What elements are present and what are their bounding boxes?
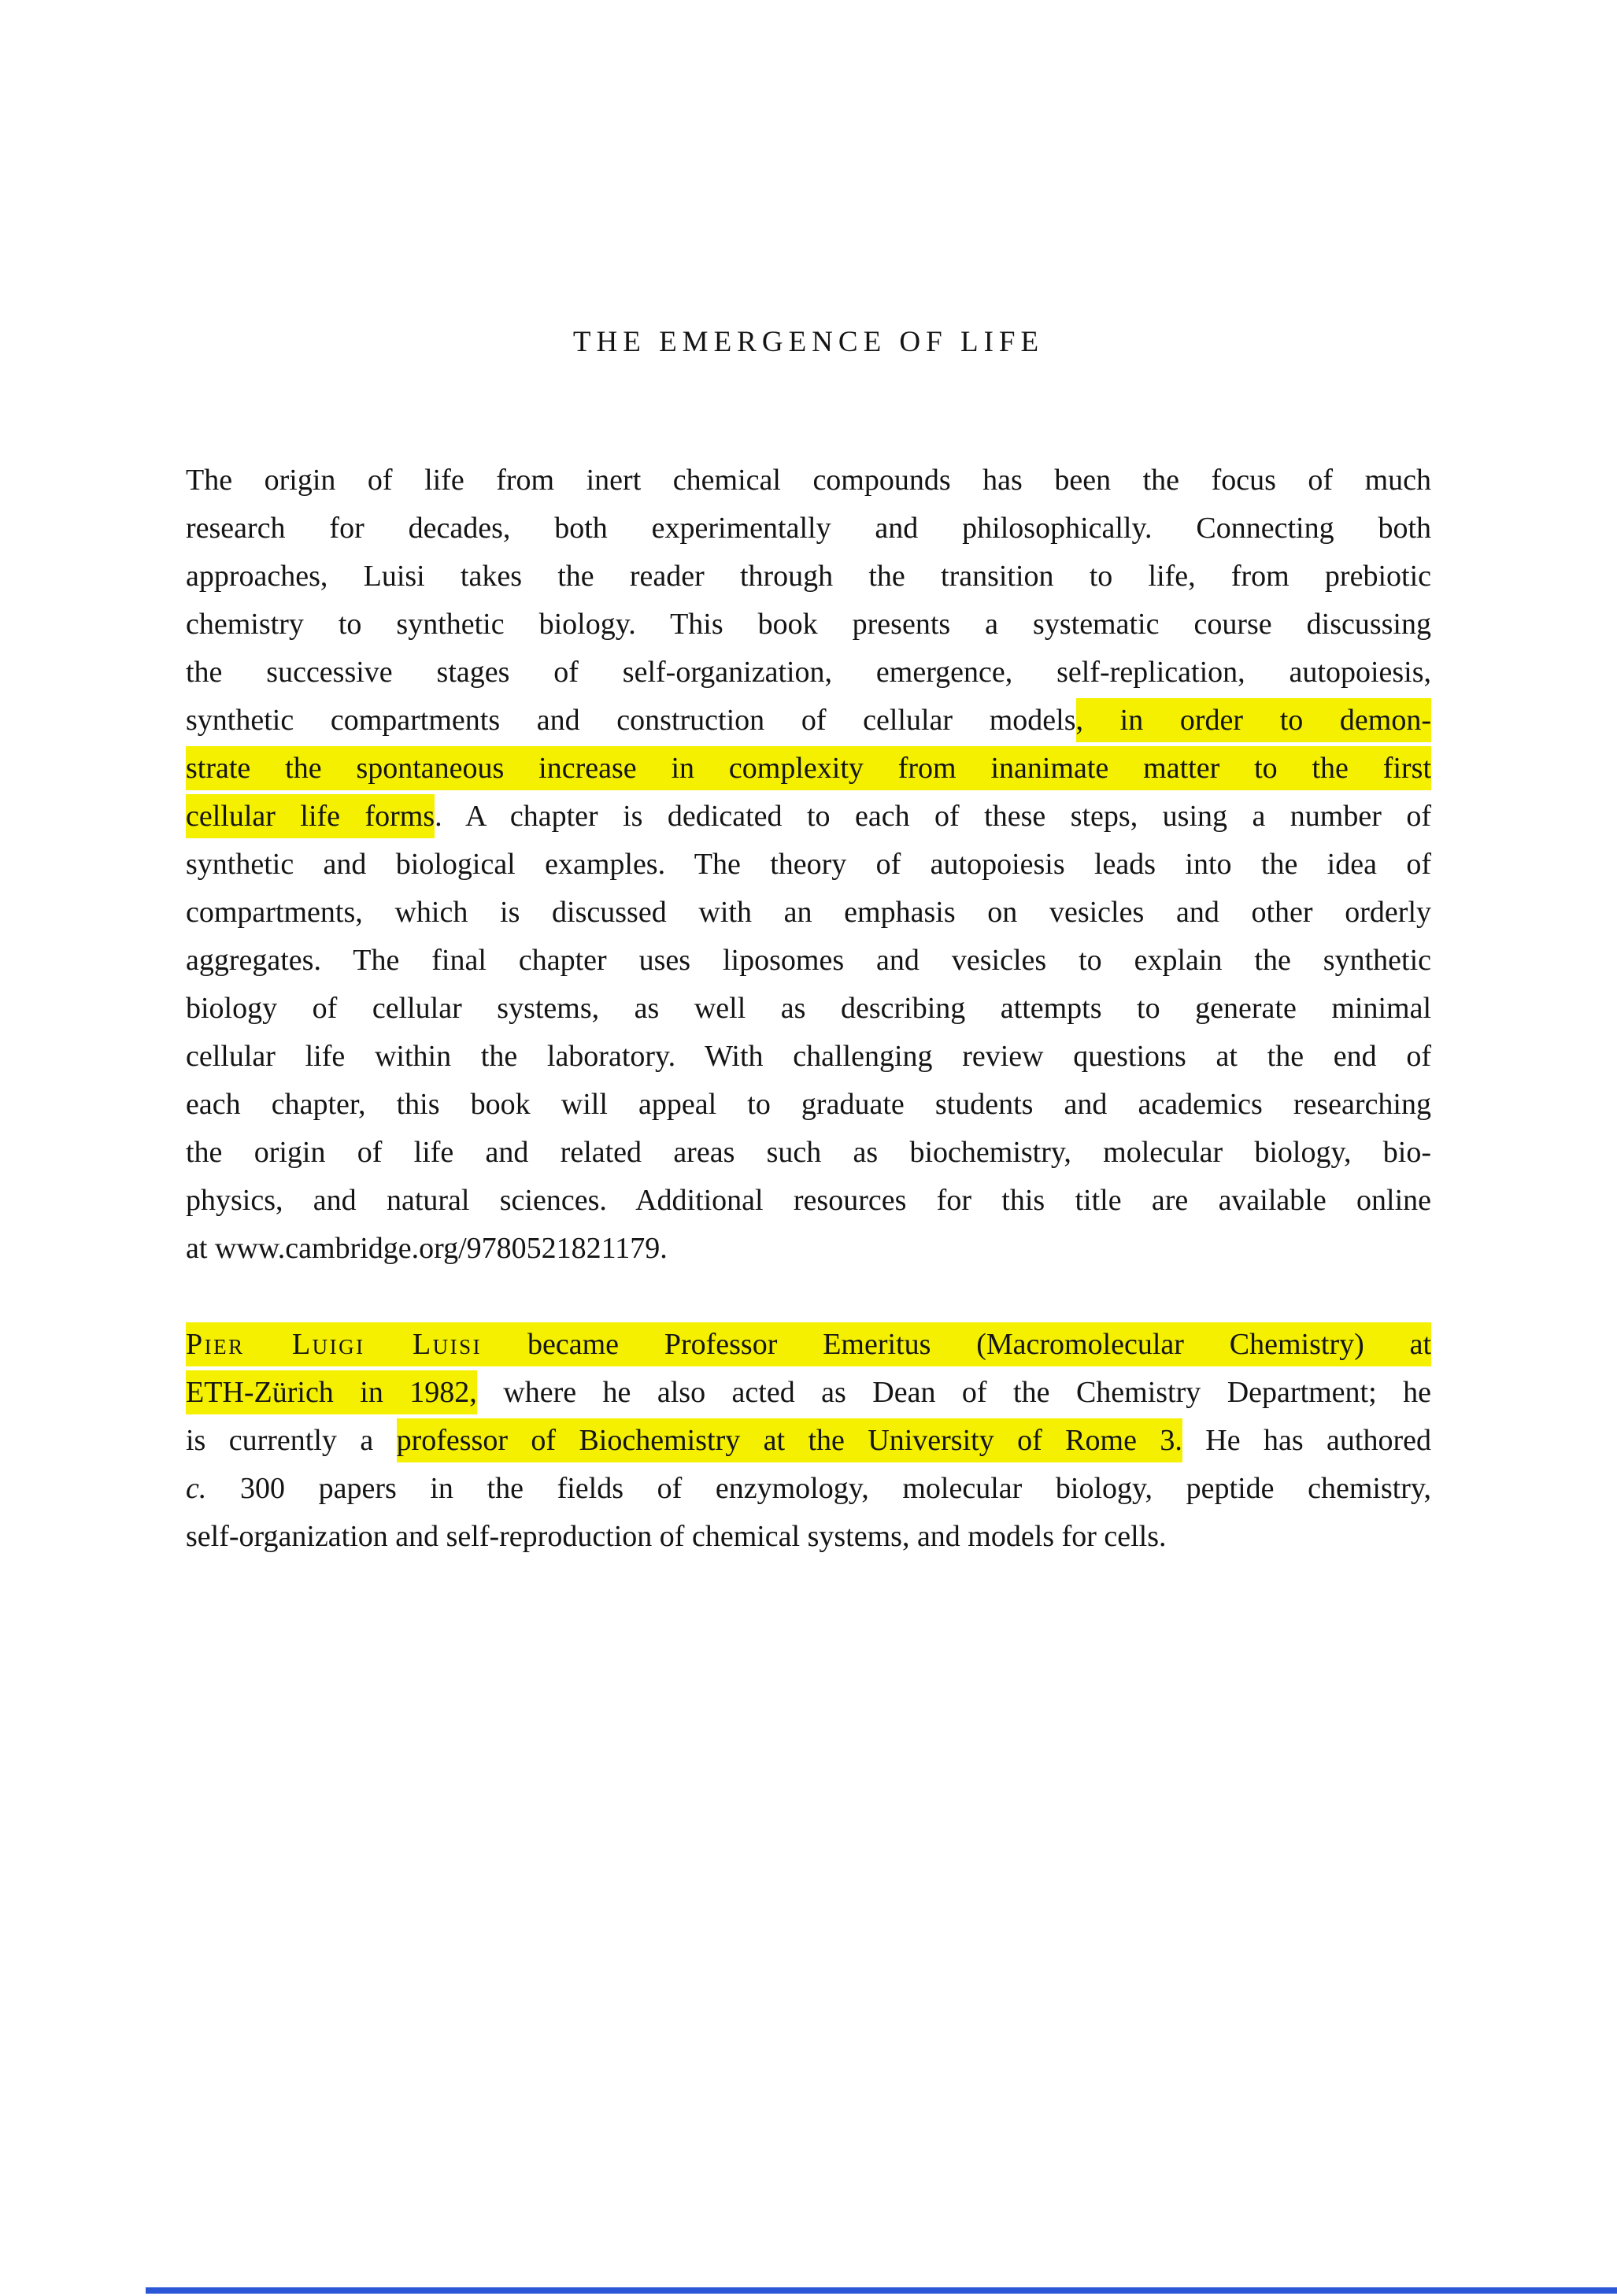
text-line — [186, 745, 1431, 793]
text-segment: aggregates. The final chapter uses liposomes and vesicles to explain the synthetic — [186, 944, 1431, 977]
text-line — [186, 937, 1431, 985]
text-segment: biology of cellular systems, as well as describing attempts to generate minimal — [186, 992, 1431, 1025]
text-line — [186, 841, 1431, 889]
text-line — [186, 1129, 1431, 1177]
text-segment: chemistry to synthetic biology. This book presents a systematic course discussing — [186, 608, 1431, 641]
highlighted-text: cellular life forms — [186, 794, 435, 838]
text-segment: the origin of life and related areas such as biochemistry, molecular biology, bio- — [186, 1136, 1431, 1169]
text-segment: at www.cambridge.org/9780521821179. — [186, 1232, 668, 1265]
author-bio-paragraph — [186, 1321, 1431, 1561]
text-segment: He has authored — [1182, 1424, 1431, 1457]
text-segment: synthetic and biological examples. The theory of autopoiesis leads into the idea of — [186, 848, 1431, 881]
text-segment: where he also acted as Dean of the Chemistry Department; he — [476, 1376, 1431, 1409]
text-segment: approaches, Luisi takes the reader through the transition to life, from prebiotic — [186, 560, 1431, 593]
text-line — [186, 1321, 1431, 1369]
text-line — [186, 601, 1431, 649]
text-line — [186, 457, 1431, 505]
text-line — [186, 1465, 1431, 1513]
text-segment: c. — [186, 1472, 207, 1505]
text-line — [186, 505, 1431, 553]
page-title: THE EMERGENCE OF LIFE — [572, 325, 1045, 358]
text-line — [186, 1513, 1431, 1561]
text-segment: research for decades, both experimentally and philosophically. Connecting both — [186, 512, 1431, 545]
highlighted-text: Pier Luigi Luisi — [186, 1322, 482, 1366]
text-line — [186, 553, 1431, 601]
text-segment: self-organization and self-reproduction of chemical systems, and models for cells. — [186, 1520, 1167, 1553]
text-line — [186, 985, 1431, 1033]
text-line — [186, 697, 1431, 745]
highlighted-text: became Professor Emeritus (Macromolecular Chemistry) at — [482, 1322, 1431, 1366]
text-line — [186, 889, 1431, 937]
text-segment: compartments, which is discussed with an emphasis on vesicles and other orderly — [186, 896, 1431, 929]
text-segment: physics, and natural sciences. Additional resources for this title are available online — [186, 1184, 1431, 1217]
text-segment: The origin of life from inert chemical compounds has been the focus of much — [186, 464, 1431, 497]
text-line — [186, 1417, 1431, 1465]
highlighted-text: professor of Biochemistry at the University of Rome 3. — [397, 1418, 1182, 1462]
text-line — [186, 1369, 1431, 1417]
text-segment: . A chapter is dedicated to each of these steps, using a number of — [435, 800, 1432, 833]
text-line — [186, 1081, 1431, 1129]
book-blurb-paragraph — [186, 457, 1431, 1273]
text-segment: the successive stages of self-organization, emergence, self-replication, autopoiesis, — [186, 656, 1431, 689]
text-line — [186, 1225, 1431, 1273]
highlighted-text: , in order to demon- — [1076, 698, 1432, 742]
highlighted-text: strate the spontaneous increase in complexity from inanimate matter to the first — [186, 746, 1431, 790]
text-line — [186, 793, 1431, 841]
text-line — [186, 649, 1431, 697]
highlighted-text: ETH-Zürich in 1982, — [186, 1370, 477, 1414]
bottom-blue-strip — [146, 2287, 1617, 2294]
text-segment: synthetic compartments and construction of cellular models — [186, 704, 1076, 737]
text-segment: 300 papers in the fields of enzymology, molecular biology, peptide chemistry, — [206, 1472, 1431, 1505]
text-segment: is currently a — [186, 1424, 397, 1457]
text-line — [186, 1033, 1431, 1081]
text-segment: cellular life within the laboratory. With challenging review questions at the end of — [186, 1040, 1431, 1073]
text-segment: each chapter, this book will appeal to graduate students and academics researching — [186, 1088, 1431, 1121]
text-line — [186, 1177, 1431, 1225]
